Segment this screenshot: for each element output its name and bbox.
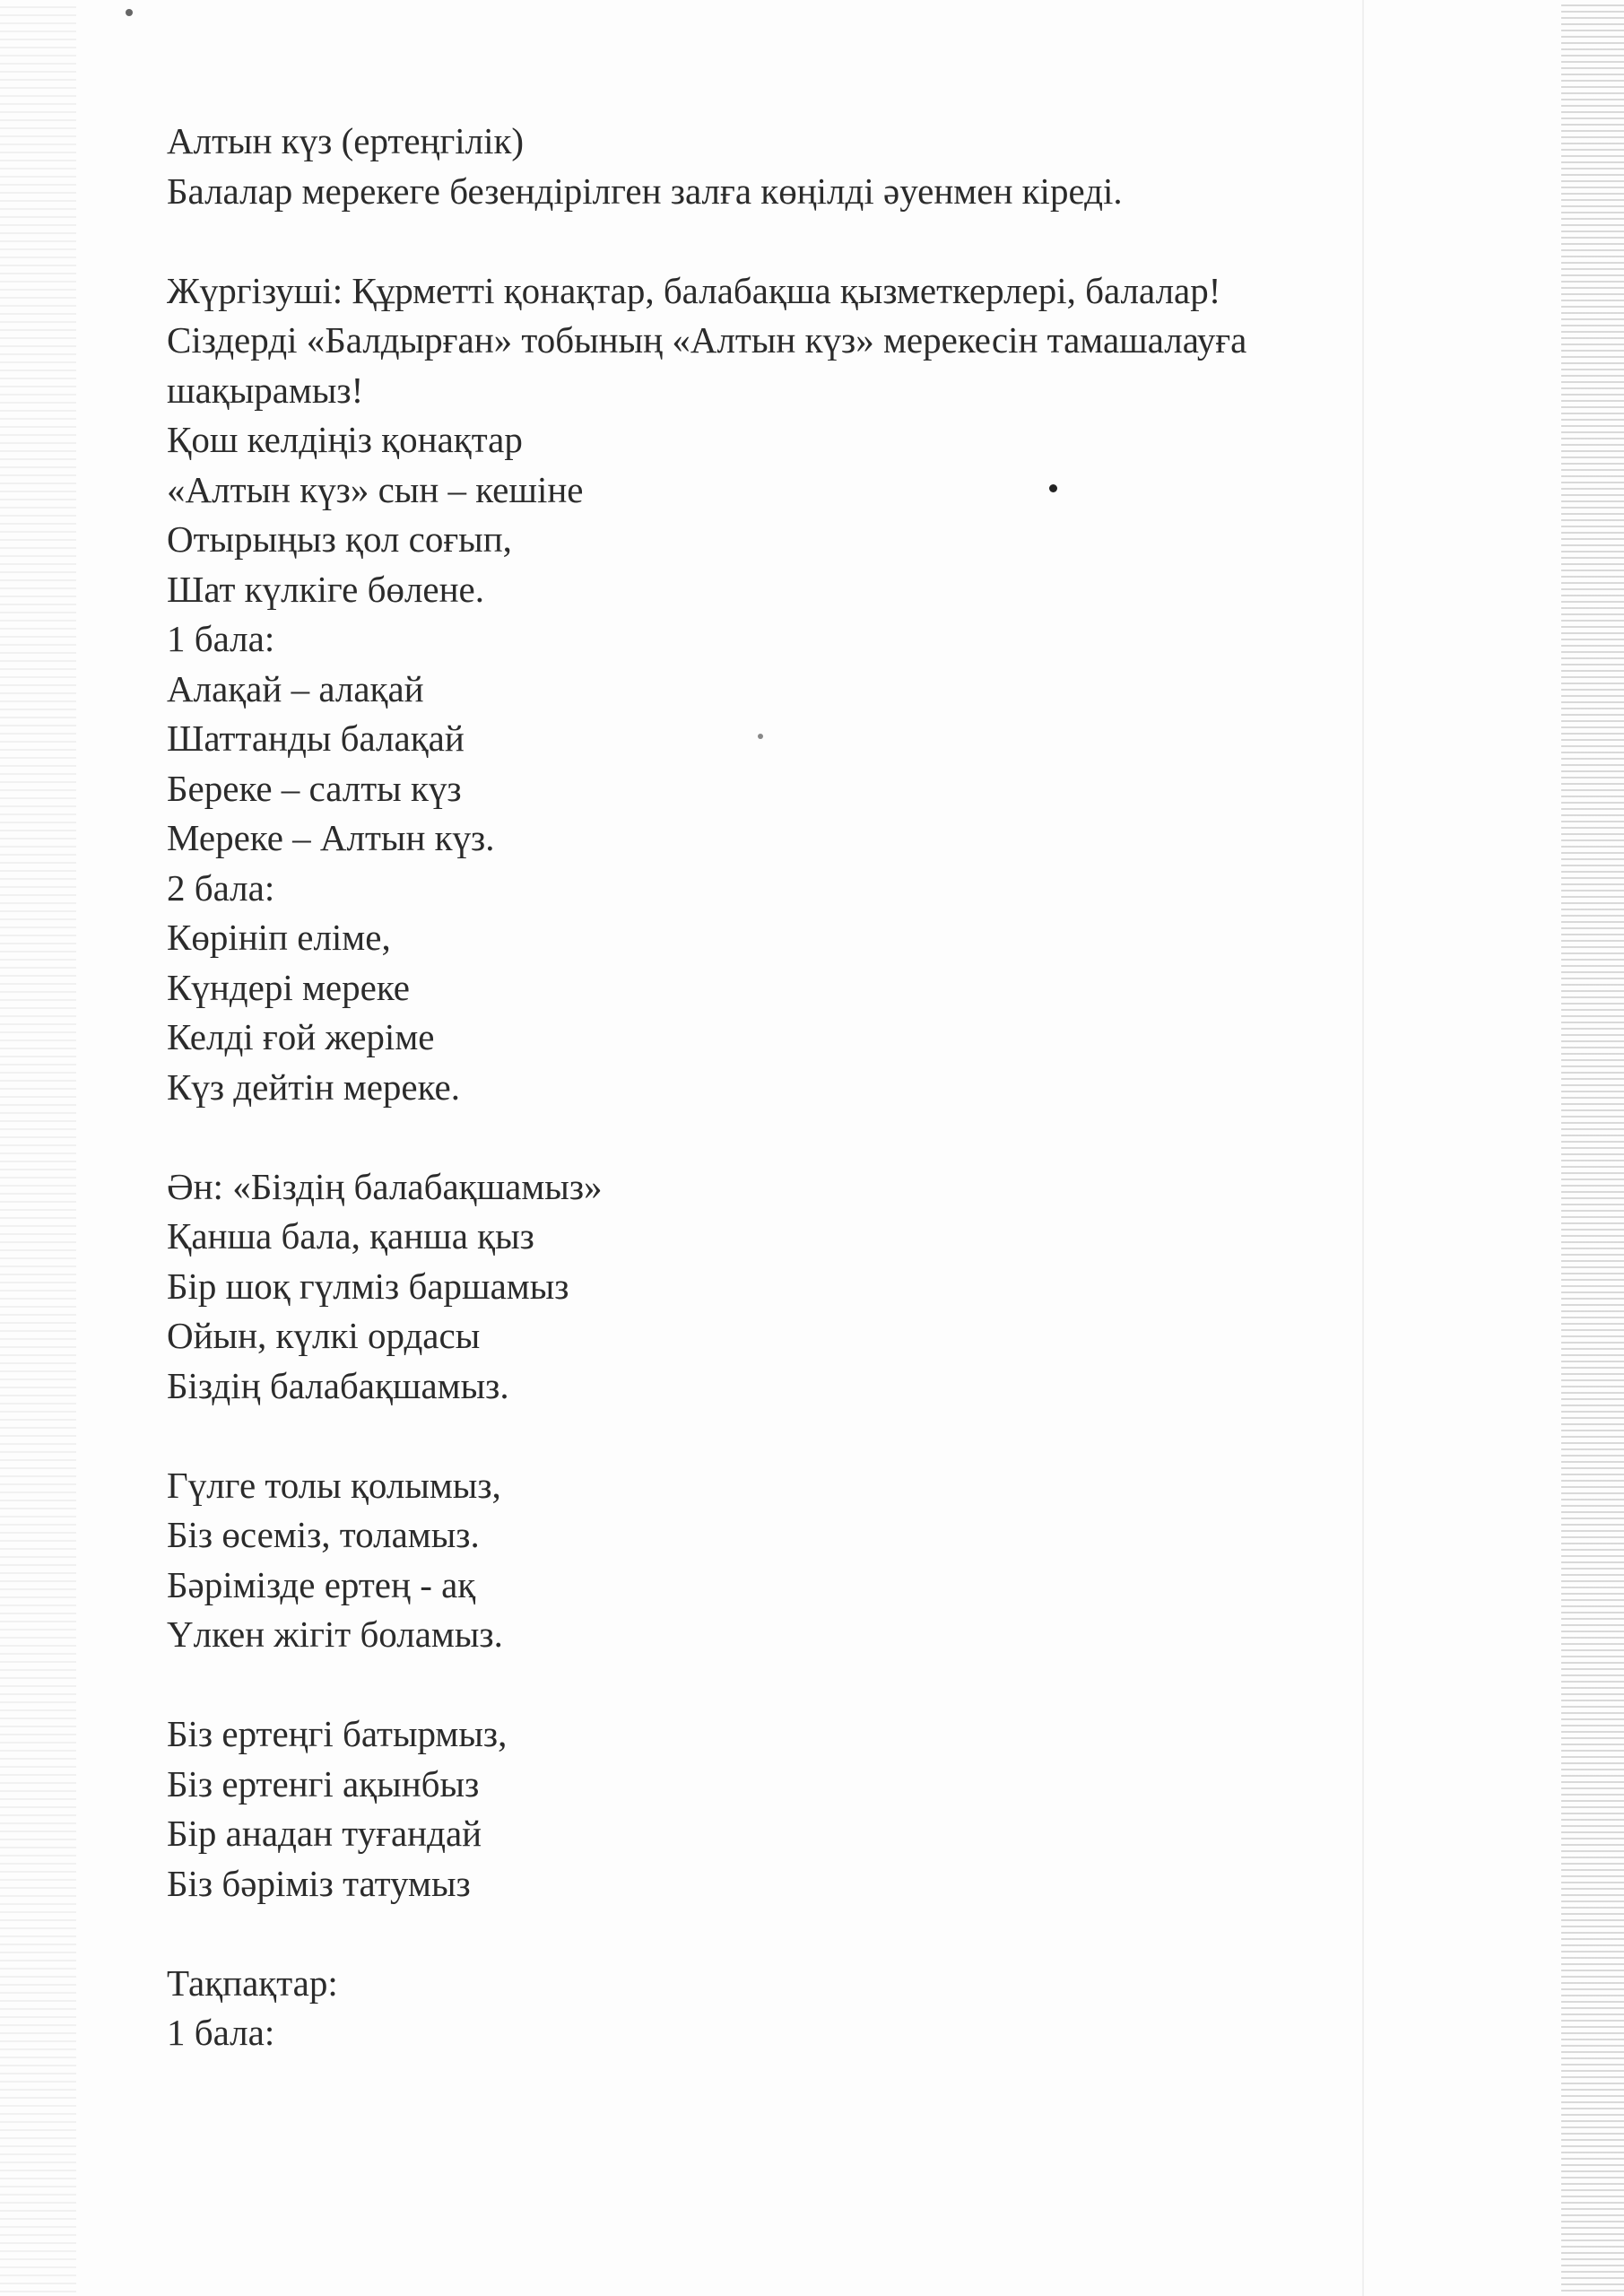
scan-edge-left bbox=[0, 0, 76, 2296]
doc-line: Мереке – Алтын күз. bbox=[167, 817, 495, 858]
doc-line: Біз ертеңгі батырмыз, bbox=[167, 1713, 508, 1754]
doc-line: Біз өсеміз, толамыз. bbox=[167, 1514, 480, 1555]
doc-line: Алақай – алақай bbox=[167, 667, 424, 709]
scan-speck bbox=[126, 9, 133, 16]
doc-line: Біз ертенгі ақынбыз bbox=[167, 1762, 480, 1805]
doc-line: 1 бала: bbox=[167, 618, 275, 659]
blank-line bbox=[167, 1411, 1467, 1461]
blank-line bbox=[167, 1909, 1467, 1959]
doc-line: Көрініп еліме, bbox=[167, 917, 391, 958]
doc-line: Бір шоқ гүлміз баршамыз bbox=[167, 1265, 569, 1307]
blank-line bbox=[167, 216, 1467, 266]
doc-line: Шат күлкіге бөлене. bbox=[167, 568, 484, 610]
doc-line: «Алтын күз» сын – кешіне bbox=[167, 468, 584, 510]
doc-line: Тақпақтар: bbox=[167, 1961, 338, 2004]
doc-line: 1 бала: bbox=[167, 2012, 275, 2053]
doc-line: Біз бәріміз татумыз bbox=[167, 1862, 471, 1904]
doc-line: Отырыңыз қол соғып, bbox=[167, 518, 512, 560]
blank-line bbox=[167, 1660, 1467, 1710]
doc-line: Береке – салты күз bbox=[167, 767, 462, 809]
doc-line: Ойын, күлкі ордасы bbox=[167, 1315, 481, 1356]
doc-line: Сіздерді «Балдырған» тобының «Алтын күз» мерекесін тамашалауға bbox=[167, 319, 1247, 361]
doc-line: Жүргізуші: Құрметті қонақтар, балабақша қызметкерлері, балалар! bbox=[167, 269, 1221, 311]
document-text bbox=[167, 117, 1467, 2058]
doc-line: Келді ғой жеріме bbox=[167, 1016, 435, 1057]
doc-line: Шаттанды балақай bbox=[167, 718, 465, 759]
doc-line: Біздің балабақшамыз. bbox=[167, 1364, 509, 1406]
doc-line: Күндері мереке bbox=[167, 966, 410, 1008]
doc-line: Гүлге толы қолымыз, bbox=[167, 1464, 501, 1506]
scan-edge-right bbox=[1561, 0, 1624, 2296]
doc-line: Үлкен жігіт боламыз. bbox=[167, 1613, 503, 1655]
doc-title: Алтын күз (ертеңгілік) bbox=[167, 120, 525, 161]
doc-line: шақырамыз! bbox=[167, 369, 364, 411]
doc-line: 2 бала: bbox=[167, 866, 275, 909]
doc-line: Балалар мерекеге безендірілген залға көңілді әуенмен кіреді. bbox=[167, 170, 1123, 212]
doc-line: Бір анадан туғандай bbox=[167, 1813, 482, 1854]
blank-line bbox=[167, 1112, 1467, 1162]
doc-line: Ән: «Біздің балабақшамыз» bbox=[167, 1165, 603, 1207]
doc-line: Күз дейтін мереке. bbox=[167, 1065, 460, 1108]
doc-line: Қанша бала, қанша қыз bbox=[167, 1215, 534, 1257]
doc-line: Бәрімізде ертең - ақ bbox=[167, 1563, 476, 1605]
doc-line: Қош келдіңіз қонақтар bbox=[167, 419, 523, 460]
